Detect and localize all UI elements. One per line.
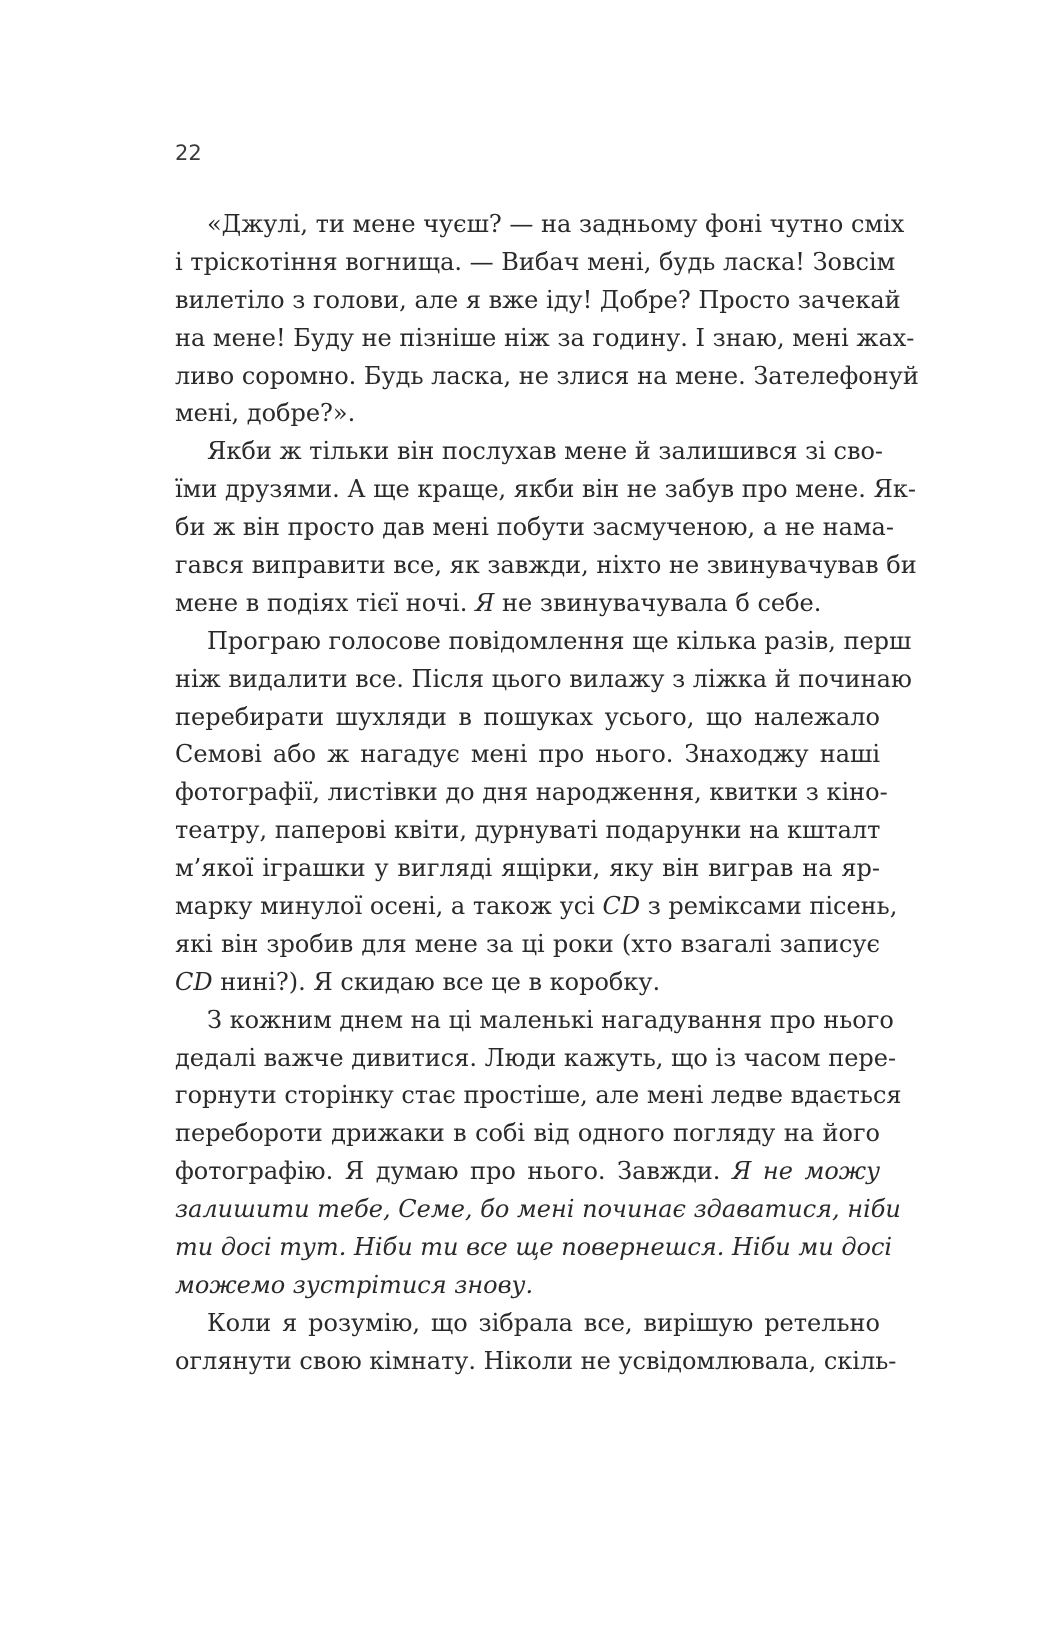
text-line — [175, 812, 880, 850]
text-line — [175, 320, 915, 358]
text-line — [175, 1305, 880, 1343]
italic-text-segment: Я не можу — [731, 1157, 881, 1186]
text-segment: нині?). Я скидаю все це в коробку. — [212, 967, 661, 996]
text-segment: фотографії, листівки до дня народження, квитки з кіно- — [175, 778, 888, 807]
text-line — [175, 433, 884, 471]
text-line — [175, 395, 880, 433]
text-line — [175, 1002, 894, 1040]
italic-text-segment: CD — [602, 892, 641, 921]
text-line — [175, 1267, 880, 1305]
text-line — [175, 774, 888, 812]
text-line — [175, 623, 912, 661]
text-segment: фотографію. Я думаю про нього. Завжди. — [175, 1157, 732, 1186]
text-segment: З кожним днем на ці маленькі нагадування про нього — [207, 1005, 894, 1034]
italic-text-segment: ти досі тут. Ніби ти все ще повернешся. Ніби ми досі — [175, 1233, 893, 1262]
text-segment: перебороти дрижаки в собі від одного погляду на його — [175, 1119, 880, 1148]
text-line — [175, 1153, 880, 1191]
text-line — [175, 850, 880, 888]
text-segment: би ж він просто дав мені побути засмученою, а не нама- — [175, 513, 894, 542]
text-line — [175, 244, 896, 282]
text-line — [175, 1040, 897, 1078]
text-line — [175, 282, 901, 320]
text-line — [175, 699, 880, 737]
text-line — [175, 926, 880, 964]
text-segment: «Джулі, ти мене чуєш? — на задньому фоні чутно сміх — [207, 210, 905, 238]
text-line — [175, 358, 919, 396]
text-line — [175, 736, 880, 774]
text-line — [175, 964, 880, 1002]
text-segment: ніж видалити все. Після цього вилажу з ліжка й починаю — [175, 664, 912, 693]
text-segment: оглянути свою кімнату. Ніколи не усвідомлювала, скіль- — [175, 1346, 897, 1375]
text-segment: театру, паперові квіти, дурнуваті подарунки на кшталт — [175, 816, 881, 845]
text-line — [175, 1077, 902, 1115]
text-segment: з реміксами пісень, — [640, 892, 898, 921]
italic-text-segment: можемо зустрітися знову. — [175, 1270, 534, 1299]
text-segment: м’якої іграшки у вигляді ящірки, яку він виграв на яр- — [175, 854, 880, 883]
text-line — [175, 1115, 880, 1153]
text-segment: марку минулої осені, а також усі — [175, 892, 603, 921]
italic-text-segment: CD — [175, 967, 213, 996]
text-line — [175, 1229, 893, 1267]
text-segment: Програю голосове повідомлення ще кілька разів, перш — [207, 626, 912, 655]
text-segment: їми друзями. А ще краще, якби він не забув про мене. Як- — [175, 475, 916, 504]
text-segment: мене в подіях тієї ночі. — [175, 588, 475, 617]
text-segment: мені, добре?». — [175, 399, 356, 428]
text-segment: які він зробив для мене за ці роки (хто взагалі записує — [175, 929, 880, 958]
text-segment: на мене! Буду не пізніше ніж за годину. І знаю, мені жах- — [175, 323, 915, 352]
text-segment: перебирати шухляди в пошуках усього, що належало — [175, 702, 880, 731]
text-segment: дедалі важче дивитися. Люди кажуть, що із часом пере- — [175, 1043, 897, 1072]
text-segment: і тріскотіння вогнища. — Вибач мені, будь ласка! Зовсім — [175, 247, 896, 276]
text-segment: гався виправити все, як завжди, ніхто не звинувачував би — [175, 551, 917, 580]
text-segment: горнути сторінку стає простіше, але мені ледве вдається — [175, 1081, 902, 1110]
text-line — [175, 471, 916, 509]
text-line — [175, 547, 917, 585]
text-segment: вилетіло з голови, але я вже іду! Добре? Просто зачекай — [175, 285, 901, 314]
text-line — [175, 585, 880, 623]
text-line — [175, 888, 898, 926]
body-text — [175, 206, 919, 1381]
text-segment: Якби ж тільки він послухав мене й залишився зі сво- — [207, 437, 884, 466]
italic-text-segment: залишити тебе, Семе, бо мені починає здаватися, ніби — [175, 1195, 901, 1224]
page-number: 22 — [175, 141, 202, 165]
text-segment: Коли я розумію, що зібрала все, вирішую ретельно — [207, 1308, 880, 1337]
text-segment: ливо соромно. Будь ласка, не злися на мене. Зателефонуй — [175, 361, 919, 390]
italic-text-segment: Я — [475, 588, 495, 617]
text-line — [175, 509, 894, 547]
text-segment: Семові або ж нагадує мені про нього. Знаходжу наші — [175, 740, 880, 769]
text-segment: не звинувачувала б себе. — [494, 588, 822, 617]
text-line — [175, 1191, 901, 1229]
text-line — [175, 206, 905, 244]
text-line — [175, 661, 912, 699]
text-line — [175, 1343, 897, 1381]
